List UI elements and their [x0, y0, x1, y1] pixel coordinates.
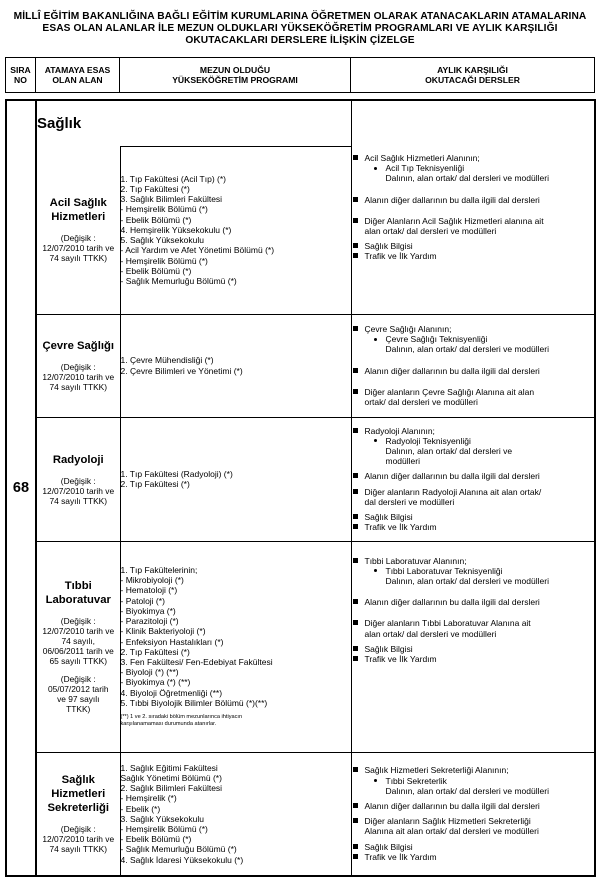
ders-sub-item: Tıbbi Laboratuvar Teknisyenliği [352, 566, 595, 576]
ders-item-cont: dal dersleri ve modülleri [364, 496, 455, 507]
program-line: - Parazitoloji (*) [120, 616, 179, 627]
ders-item: Alanın diğer dallarının bu dalla ilgili dal dersleri [352, 195, 595, 205]
alan-note: 65 sayılı TTKK) [49, 656, 108, 666]
program-acil [120, 146, 351, 314]
ders-sub-item: Çevre Sağlığı Teknisyenliği [352, 334, 595, 344]
alan-cevre [36, 314, 120, 417]
header-sira [6, 58, 36, 93]
alan-note: (Değişik : [60, 362, 96, 372]
ders-item: Radyoloji Alanının; [352, 426, 595, 436]
ders-item-cont: alan ortak/ dal dersleri ve modülleri [364, 225, 497, 236]
ders-tibbi-laboratuvar [351, 541, 595, 752]
program-line: - Enfeksiyon Hastalıkları (*) [120, 636, 224, 647]
alan-name: Sekreterliği [47, 802, 110, 815]
program-line: 1. Sağlık Eğitimi Fakültesi [120, 762, 218, 773]
program-line: - Ebelik (*) [120, 803, 161, 814]
alan-note: 12/07/2010 tarih ve [42, 243, 115, 254]
header-alan-line-1: ATAMAYA ESAS [44, 65, 111, 75]
alan-name: Çevre Sağlığı [42, 340, 115, 352]
ders-radyoloji [351, 417, 595, 541]
ders-saglik-hizmetleri-sekreterligi [351, 752, 595, 876]
ders-item-cont: Dalının, alan ortak/ dal dersleri ve modülleri [385, 344, 549, 355]
program-line: - Mikrobiyoloji (*) [120, 575, 184, 586]
header-sira-line-1: SIRA [10, 65, 31, 75]
ders-item: Trafik ve İlk Yardım [352, 654, 595, 664]
ders-item: Çevre Sağlığı Alanının; [352, 324, 595, 334]
program-line: - Sağlık Memurluğu Bölümü (*) [120, 275, 237, 286]
alan-name: Tıbbi [64, 580, 92, 592]
program-line: 2. Tıp Fakültesi (*) [120, 184, 190, 195]
alan-note: 74 sayılı TTKK) [49, 382, 108, 392]
ders-sub-item: Tıbbi Sekreterlik [352, 776, 595, 786]
program-line: - Patoloji (*) [120, 595, 165, 606]
title-line-1: MİLLÎ EĞİTİM BAKANLIĞINA BAĞLI EĞİTİM KURUMLARINA ÖĞRETMEN OLARAK ATANACAKLARIN ATAMALARINA [13, 11, 587, 22]
ders-item: Sağlık Bilgisi [352, 512, 595, 522]
program-line: 2. Çevre Bilimleri ve Yönetimi (*) [120, 365, 243, 376]
program-line: 1. Çevre Mühendisliği (*) [120, 355, 214, 366]
header-program-line-1: MEZUN OLDUĞU [199, 65, 271, 75]
alan-saglik-hizmetleri-sekreterligi [36, 752, 120, 876]
main-table [5, 99, 596, 877]
group-title: Sağlık [36, 100, 351, 146]
header-alan-line-2: OLAN ALAN [52, 75, 103, 85]
program-tibbi-laboratuvar [120, 541, 351, 752]
ders-item: Sağlık Bilgisi [352, 842, 595, 852]
alan-note: (Değişik : [60, 674, 96, 684]
program-line: 5. Tıbbi Biyolojik Bilimler Bölümü (*)(**) [120, 697, 268, 708]
ders-item-cont: Dalının, alan ortak/ dal dersleri ve modülleri [385, 785, 549, 796]
alan-note: 12/07/2010 tarih ve [42, 372, 115, 382]
alan-tibbi-laboratuvar [36, 541, 120, 752]
program-footnote: (**) 1 ve 2. sıradaki bölüm mezunlarınca ihtiyacın [120, 713, 243, 720]
program-line: 3. Fen Fakültesi/ Fen-Edebiyat Fakültesi [120, 656, 273, 667]
header-sira-line-2: NO [14, 75, 27, 85]
ders-item-cont: Alanına ait alan ortak/ dal dersleri ve modülleri [364, 826, 539, 837]
program-line: - Ebelik Bölümü (*) [120, 214, 192, 225]
header-dersler-line-2: OKUTACAĞI DERSLER [425, 75, 520, 85]
ders-item: Trafik ve İlk Yardım [352, 852, 595, 862]
ders-item: Acil Sağlık Hizmetleri Alanının; [352, 153, 595, 163]
program-line: - Hemşirelik Bölümü (*) [120, 823, 208, 834]
ders-sub-item: Radyoloji Teknisyenliği [352, 436, 595, 446]
ders-item: Alanın diğer dallarının bu dalla ilgili dal dersleri [352, 801, 595, 811]
alan-note: 12/07/2010 tarih ve [42, 485, 115, 496]
header-program [120, 58, 351, 93]
program-line: - Hemşirelik (*) [120, 793, 177, 804]
alan-note: (Değişik : [60, 233, 96, 244]
ders-item-cont: modülleri [385, 456, 420, 467]
alan-note: 12/07/2010 tarih ve [42, 834, 115, 845]
ders-item: Alanın diğer dallarının bu dalla ilgili dal dersleri [352, 471, 595, 481]
ders-item: Diğer alanların Çevre Sağlığı Alanına ait alan [352, 387, 595, 397]
alan-note: 12/07/2010 tarih ve [42, 626, 115, 636]
alan-note: (Değişik : [60, 475, 96, 486]
program-line: - Klinik Bakteriyoloji (*) [120, 626, 206, 637]
alan-name: Laboratuvar [45, 594, 111, 606]
ders-acil [351, 100, 595, 314]
program-line: 1. Tıp Fakültesi (Acil Tıp) (*) [120, 173, 226, 184]
program-line: - Biyokimya (*) [120, 605, 176, 616]
ders-item-cont: Dalının, alan ortak/ dal dersleri ve [385, 445, 513, 456]
ders-item-cont: Dalının, alan ortak/ dal dersleri ve modülleri [385, 173, 549, 184]
ders-item: Sağlık Bilgisi [352, 644, 595, 654]
alan-note: 74 sayılı TTKK) [49, 495, 108, 506]
program-line: 1. Tıp Fakültesi (Radyoloji) (*) [120, 468, 233, 479]
ders-item-cont: Dalının, alan ortak/ dal dersleri ve modülleri [385, 575, 549, 586]
program-line: 4. Biyoloji Öğretmenliği (**) [120, 687, 223, 698]
program-line: - Biyoloji (*) (**) [120, 667, 179, 678]
alan-name: Radyoloji [52, 453, 104, 466]
alan-name: Sağlık [61, 774, 95, 787]
alan-note: ve 97 sayılı [57, 694, 100, 704]
alan-note: 74 sayılı TTKK) [49, 253, 108, 264]
document-title [8, 11, 592, 47]
alan-note: TTKK) [66, 704, 91, 714]
program-line: - Hemşirelik Bölümü (*) [120, 204, 208, 215]
alan-name: Hizmetleri [51, 788, 106, 801]
program-line: - Biyokimya (*) (**) [120, 677, 191, 688]
ders-item: Diğer alanların Tıbbi Laboratuvar Alanına ait [352, 618, 595, 628]
alan-note: 05/07/2012 tarih [47, 684, 109, 694]
header-dersler [351, 58, 595, 93]
program-line: 2. Tıp Fakültesi (*) [120, 646, 190, 657]
alan-note: 06/06/2011 tarih ve [42, 646, 114, 656]
header-program-line-2: YÜKSEKÖĞRETİM PROGRAMI [172, 75, 298, 85]
alan-note: 74 sayılı TTKK) [49, 844, 108, 855]
program-line: - Ebelik Bölümü (*) [120, 265, 192, 276]
program-saglik-hizmetleri-sekreterligi [120, 752, 351, 876]
program-cevre [120, 314, 351, 417]
program-line: 3. Sağlık Yüksekokulu [120, 813, 204, 824]
title-line-3: OKUTACAKLARI DERSLERE İLİŞKİN ÇİZELGE [185, 35, 415, 46]
program-line: 5. Sağlık Yüksekokulu [120, 235, 204, 246]
program-radyoloji [120, 417, 351, 541]
header-table [5, 57, 595, 93]
program-line: - Sağlık Memurluğu Bölümü (*) [120, 844, 237, 855]
program-line: - Ebelik Bölümü (*) [120, 834, 192, 845]
ders-sub-item: Acil Tıp Teknisyenliği [352, 163, 595, 173]
ders-item: Tıbbi Laboratuvar Alanının; [352, 556, 595, 566]
alan-name: Acil Sağlık [49, 197, 107, 210]
ders-item: Alanın diğer dallarının bu dalla ilgili dal dersleri [352, 597, 595, 607]
ders-item: Sağlık Hizmetleri Sekreterliği Alanının; [352, 765, 595, 775]
program-line: 3. Sağlık Bilimleri Fakültesi [120, 194, 223, 205]
program-line: - Hematoloji (*) [120, 585, 178, 596]
program-line: 2. Tıp Fakültesi (*) [120, 479, 190, 489]
program-footnote: karşılanamaması durumunda atanırlar. [120, 720, 217, 727]
alan-name: Hizmetleri [51, 211, 106, 224]
alan-note: (Değişik : [60, 824, 96, 835]
alan-radyoloji [36, 417, 120, 541]
ders-item: Sağlık Bilgisi [352, 241, 595, 251]
sira-no: 68 [6, 100, 36, 876]
header-dersler-line-1: AYLIK KARŞILIĞI [437, 65, 508, 75]
alan-acil [36, 146, 120, 314]
ders-item: Diğer Alanların Acil Sağlık Hizmetleri alanına ait [352, 216, 595, 226]
ders-item: Diğer alanların Sağlık Hizmetleri Sekreterliği [352, 816, 595, 826]
program-line: 1. Tıp Fakültelerinin; [120, 565, 198, 576]
alan-note: 74 sayılı, [61, 636, 96, 646]
program-line: - Hemşirelik Bölümü (*) [120, 255, 208, 266]
alan-note: (Değişik : [60, 616, 96, 626]
title-line-2: ESAS OLAN ALANLAR İLE MEZUN OLDUKLARI YÜKSEKÖĞRETİM PROGRAMLARI VE AYLIK KARŞILIĞI [42, 23, 558, 34]
ders-item: Diğer alanların Radyoloji Alanına ait alan ortak/ [352, 487, 595, 497]
program-line: - Acil Yardım ve Afet Yönetimi Bölümü (*) [120, 245, 275, 256]
ders-cevre [351, 314, 595, 417]
program-line: Sağlık Yönetimi Bölümü (*) [120, 772, 222, 783]
program-line: 4. Hemşirelik Yüksekokulu (*) [120, 224, 232, 235]
program-line: 2. Sağlık Bilimleri Fakültesi [120, 783, 223, 794]
ders-item: Trafik ve İlk Yardım [352, 522, 595, 532]
ders-item-cont: ortak/ dal dersleri ve modülleri [364, 396, 478, 407]
header-alan [36, 58, 120, 93]
ders-item: Trafik ve İlk Yardım [352, 251, 595, 261]
ders-item-cont: alan ortak/ dal dersleri ve modülleri [364, 628, 497, 639]
ders-item: Alanın diğer dallarının bu dalla ilgili dal dersleri [352, 366, 595, 376]
program-line: 4. Sağlık İdaresi Yüksekokulu (*) [120, 854, 244, 865]
